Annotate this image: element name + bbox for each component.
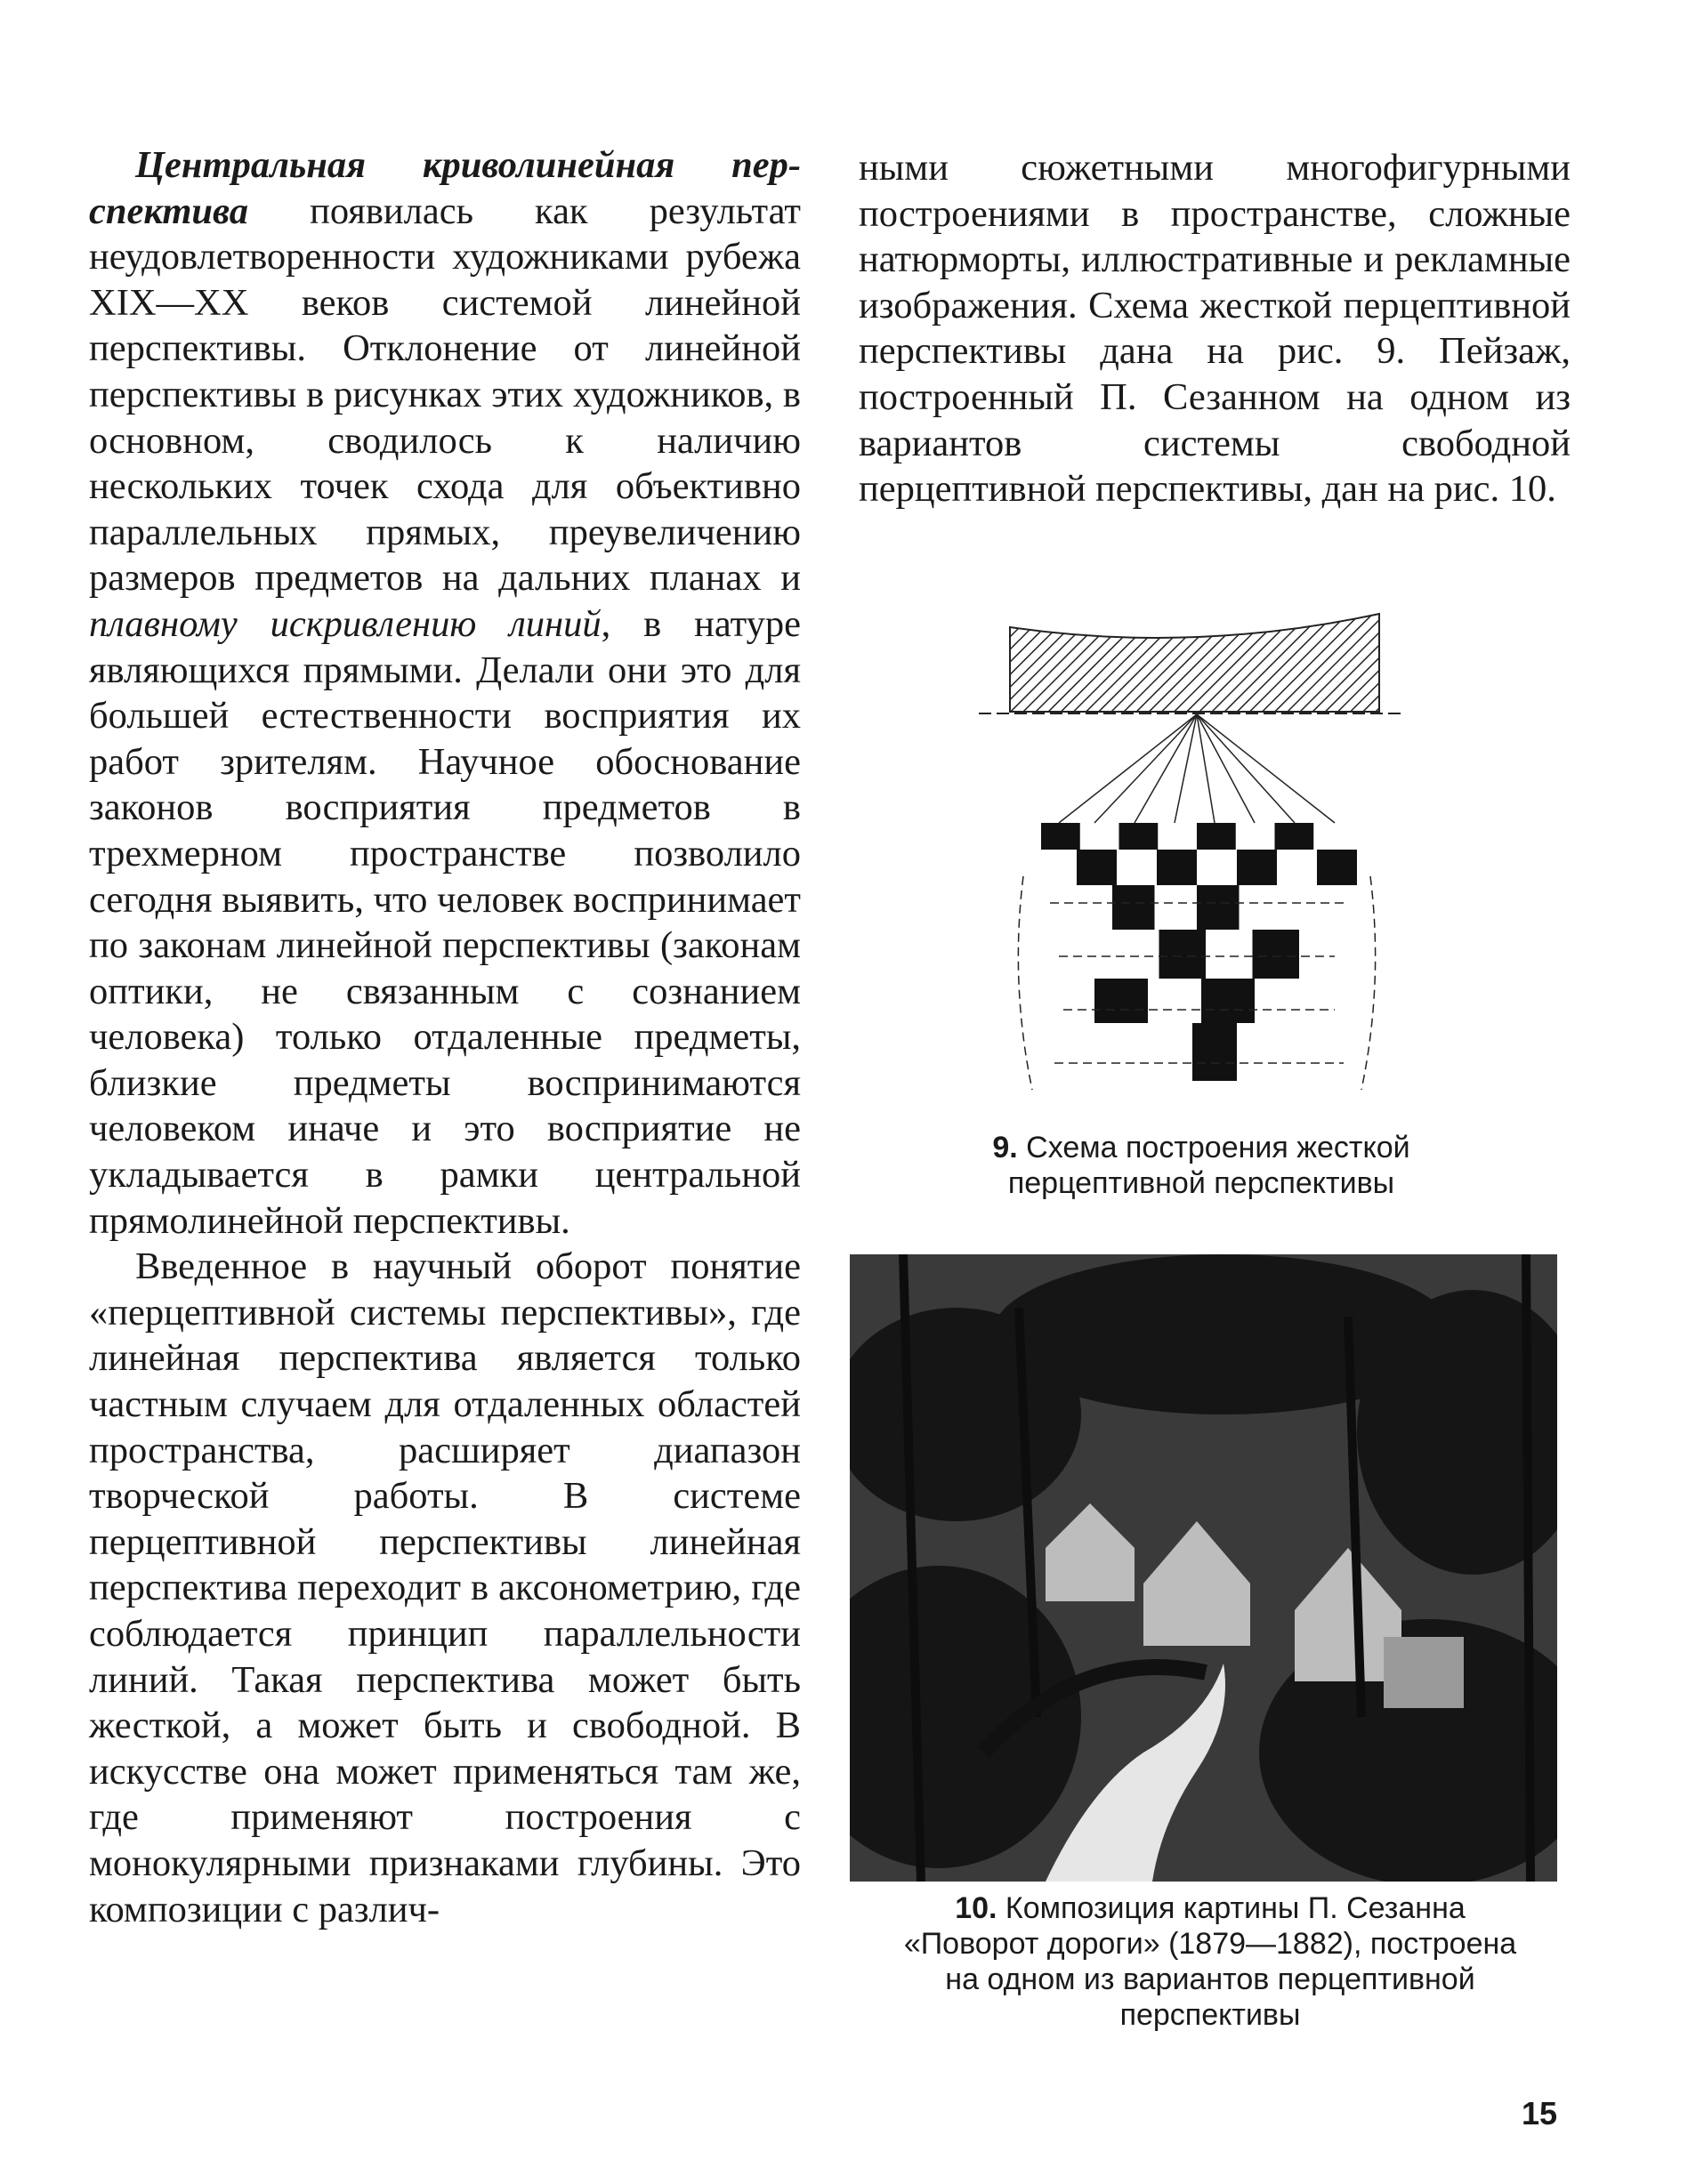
- hatched-plane: [1010, 614, 1379, 712]
- checker-cell: [1201, 979, 1255, 1023]
- checker-cell: [1159, 930, 1207, 979]
- figure-10-caption-line-4: перспективы: [1119, 1998, 1301, 2032]
- figure-10-number: 10.: [955, 1891, 997, 1925]
- italic-phrase: плавному искривлению линий: [89, 602, 602, 645]
- figure-9-caption-line-1: Схема построения жесткой: [1017, 1131, 1410, 1165]
- checker-cell: [1094, 979, 1148, 1023]
- figure-10-caption-line-1: Композиция картины П. Сезанна: [997, 1891, 1466, 1925]
- left-paragraph-2: Введенное в научный оборот понятие «перцептивной системы перспективы», где линейная перспектива является только частным случаем для отдаленных областей пространства, расширяет диапазон творческой работы. В системе перцептивной перспективы линейная перспектива переходит в аксонометрию, где соблюдается принцип параллельности линий. Такая перспектива может быть жесткой, а может быть и свободной. В искусстве она может применяться там же, где применяют построения с монокулярными признаками глубины. Это композиции с различ-: [89, 1245, 801, 1930]
- figure-10-caption-line-3: на одном из вариантов перцептивной: [945, 1962, 1475, 1996]
- checker-cell: [1041, 823, 1080, 850]
- checker-cell: [1119, 823, 1159, 850]
- right-column: [859, 145, 1571, 512]
- left-p1-text-b: , в натуре являющихся прямыми. Делали они это для большей естественности восприятия их работ зрителям. Научное обоснование законов восприятия предметов в трехмерном пространстве позволило сегодня выявить, что человек воспринимает по законам линейной перспективы (законам оптики, не связанным с сознанием человека) только отдаленные предметы, близкие предметы воспринимаются человеком иначе и это восприятие не укладывается в рамки центральной прямолинейной перспективы.: [89, 602, 801, 1242]
- checker-cell: [1197, 823, 1236, 850]
- perspective-rays: [1059, 714, 1335, 823]
- checker-cell: [1112, 885, 1155, 930]
- figure-10-cezanne-painting: [850, 1254, 1557, 1882]
- checker-cell: [1077, 850, 1117, 885]
- figure-9-number: 9.: [992, 1131, 1018, 1165]
- right-paragraph-1: ными сюжетными многофигурными построениями в пространстве, сложные натюрморты, иллюстративные и рекламные изображения. Схема жесткой перцептивной перспективы дана на рис. 9. Пейзаж, построенный П. Сезанном на одном из вариантов системы свободной перцептивной перспективы, дан на рис. 10.: [859, 147, 1571, 511]
- figure-10-caption-line-2: «Поворот дороги» (1879—1882), построена: [903, 1927, 1517, 1961]
- checker-cell: [1317, 850, 1357, 885]
- term-central-curvilinear: Центральная криволинейная пер-спектива: [89, 144, 801, 232]
- left-column: [89, 142, 801, 1932]
- checker-cell: [1275, 823, 1314, 850]
- figure-9-caption-line-2: перцептивной перспективы: [1007, 1166, 1395, 1200]
- page-number: 15: [1521, 2095, 1557, 2132]
- figure-9-caption: [934, 1130, 1468, 1201]
- checker-cell: [1157, 850, 1197, 885]
- figure-9-perspective-scheme: [961, 609, 1424, 1108]
- checker-cell: [1197, 885, 1240, 930]
- figure-10-caption: [872, 1890, 1548, 2033]
- left-p1-text-a: появилась как результат неудовлетворенности художниками рубежа XIX—XX веков системой линейной перспективы. Отклонение от линейной перспективы в рисунках этих художников, в основном, сводилось к наличию нескольких точек схода для объективно параллельных прямых, преувеличению размеров предметов на дальних планах и: [89, 189, 801, 600]
- left-paragraph-1: [89, 142, 801, 1244]
- checker-cell: [1192, 1023, 1237, 1081]
- checkerboard-grid: [1041, 823, 1357, 1081]
- checker-cell: [1237, 850, 1277, 885]
- checker-cell: [1253, 930, 1300, 979]
